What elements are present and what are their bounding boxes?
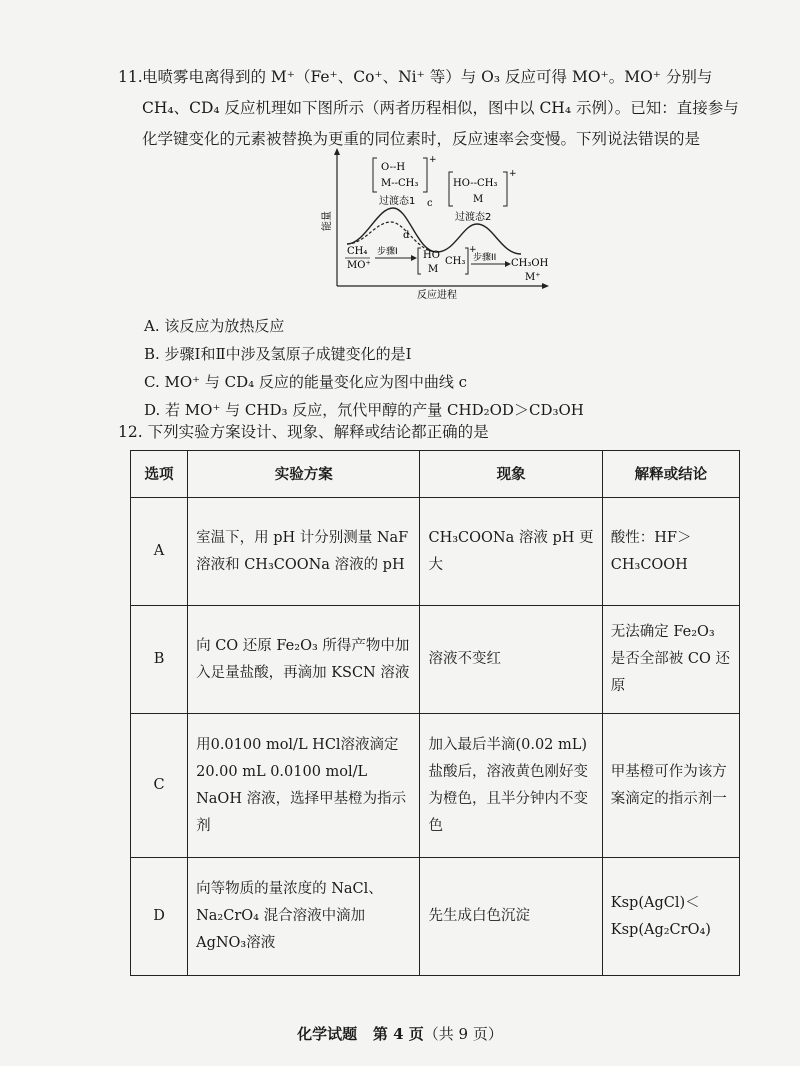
row-phenomenon: 加入最后半滴(0.02 mL)盐酸后，溶液黄色刚好变为橙色，且半分钟内不变色 [420, 714, 602, 858]
header-phenomenon: 现象 [420, 451, 602, 498]
experiment-table [130, 450, 740, 976]
q11-option-c: C. MO⁺ 与 CD₄ 反应的能量变化应为图中曲线 c [144, 373, 468, 391]
reactant-ch4: CH₄ [347, 246, 368, 257]
ts1-label: 过渡态1 [379, 196, 416, 207]
table-row [131, 498, 740, 606]
header-option: 选项 [131, 451, 188, 498]
curve-c [347, 208, 521, 254]
intermediate-ch3: CH₃ [445, 256, 466, 267]
row-plan: 向等物质的量浓度的 NaCl、Na₂CrO₄ 混合溶液中滴加 AgNO₃溶液 [188, 858, 420, 976]
ts1-bracket-left [373, 158, 377, 192]
row-phenomenon: 溶液不变红 [420, 606, 602, 714]
row-plan: 室温下，用 pH 计分别测量 NaF 溶液和 CH₃COONa 溶液的 pH [188, 498, 420, 606]
row-phenomenon: 先生成白色沉淀 [420, 858, 602, 976]
row-plan: 向 CO 还原 Fe₂O₃ 所得产物中加入足量盐酸，再滴加 KSCN 溶液 [188, 606, 420, 714]
table-row [131, 606, 740, 714]
q11-option-a: A. 该反应为放热反应 [144, 317, 285, 335]
energy-diagram [322, 148, 550, 301]
question-11 [118, 62, 758, 155]
row-option: B [131, 606, 188, 714]
y-axis-label: 能量 [322, 211, 333, 231]
row-option: C [131, 714, 188, 858]
ts1-formula-bottom: M--CH₃ [381, 178, 419, 189]
step-1-label: 步骤I [377, 247, 398, 257]
row-conclusion: 无法确定 Fe₂O₃ 是否全部被 CO 还原 [602, 606, 739, 714]
step-2-label: 步骤II [473, 253, 497, 263]
q11-option-b: B. 步骤Ⅰ和Ⅱ中涉及氢原子成键变化的是Ⅰ [144, 345, 412, 363]
row-conclusion: 甲基橙可作为该方案滴定的指示剂一 [602, 714, 739, 858]
ts1-bracket-right [423, 158, 427, 192]
footer-page: 第 4 页 [372, 1025, 424, 1043]
ts1-formula-top: O--H [381, 162, 406, 173]
product-ch3oh: CH₃OH [511, 258, 549, 269]
table-header-row [131, 451, 740, 498]
q11-line-2: CH₄、CD₄ 反应机理如下图所示（两者历程相似，图中以 CH₄ 示例）。已知：直接参与 [142, 99, 739, 117]
svg-text:+: + [469, 245, 477, 255]
reactant-mo: MO⁺ [347, 260, 371, 271]
x-axis-label: 反应进程 [417, 290, 457, 301]
row-plan: 用0.0100 mol/L HCl溶液滴定 20.00 mL 0.0100 mol/L NaOH 溶液，选择甲基橙为指示剂 [188, 714, 420, 858]
row-conclusion: 酸性：HF＞CH₃COOH [602, 498, 739, 606]
header-plan: 实验方案 [188, 451, 420, 498]
curve-d-label: d [403, 230, 410, 241]
intermediate-m: M [428, 264, 439, 275]
ts2-bracket-right [503, 172, 507, 206]
curve-c-label: c [427, 198, 433, 209]
svg-text:+: + [429, 155, 437, 165]
row-phenomenon: CH₃COONa 溶液 pH 更大 [420, 498, 602, 606]
row-option: A [131, 498, 188, 606]
footer-total: （共 9 页） [423, 1025, 503, 1043]
ts2-m: M [473, 194, 484, 205]
q11-line-3: 化学键变化的元素被替换为更重的同位素时，反应速率会变慢。下列说法错误的是 [142, 130, 701, 148]
product-m: M⁺ [525, 272, 541, 283]
x-axis-arrow [542, 283, 549, 289]
svg-text:+: + [509, 169, 517, 179]
footer-subject: 化学试题 [297, 1025, 358, 1043]
header-conclusion: 解释或结论 [602, 451, 739, 498]
intermediate-ho: HO [423, 250, 440, 261]
q11-number: 11. [118, 68, 143, 86]
q11-option-d: D. 若 MO⁺ 与 CHD₃ 反应，氘代甲醇的产量 CHD₂OD＞CD₃OH [144, 401, 584, 419]
q11-options [144, 312, 584, 424]
page-footer [0, 1023, 800, 1044]
ts2-formula: HO--CH₃ [453, 178, 498, 189]
ts2-label: 过渡态2 [455, 212, 492, 223]
q11-line-1: 11.电喷雾电离得到的 M⁺（Fe⁺、Co⁺、Ni⁺ 等）与 O₃ 反应可得 MO⁺。MO⁺ 分别与 [118, 62, 758, 93]
row-option: D [131, 858, 188, 976]
table-row [131, 714, 740, 858]
y-axis-arrow [334, 148, 340, 155]
row-conclusion: Ksp(AgCl)＜Ksp(Ag₂CrO₄) [602, 858, 739, 976]
q12-stem: 12. 下列实验方案设计、现象、解释或结论都正确的是 [118, 423, 489, 441]
table-row [131, 858, 740, 976]
